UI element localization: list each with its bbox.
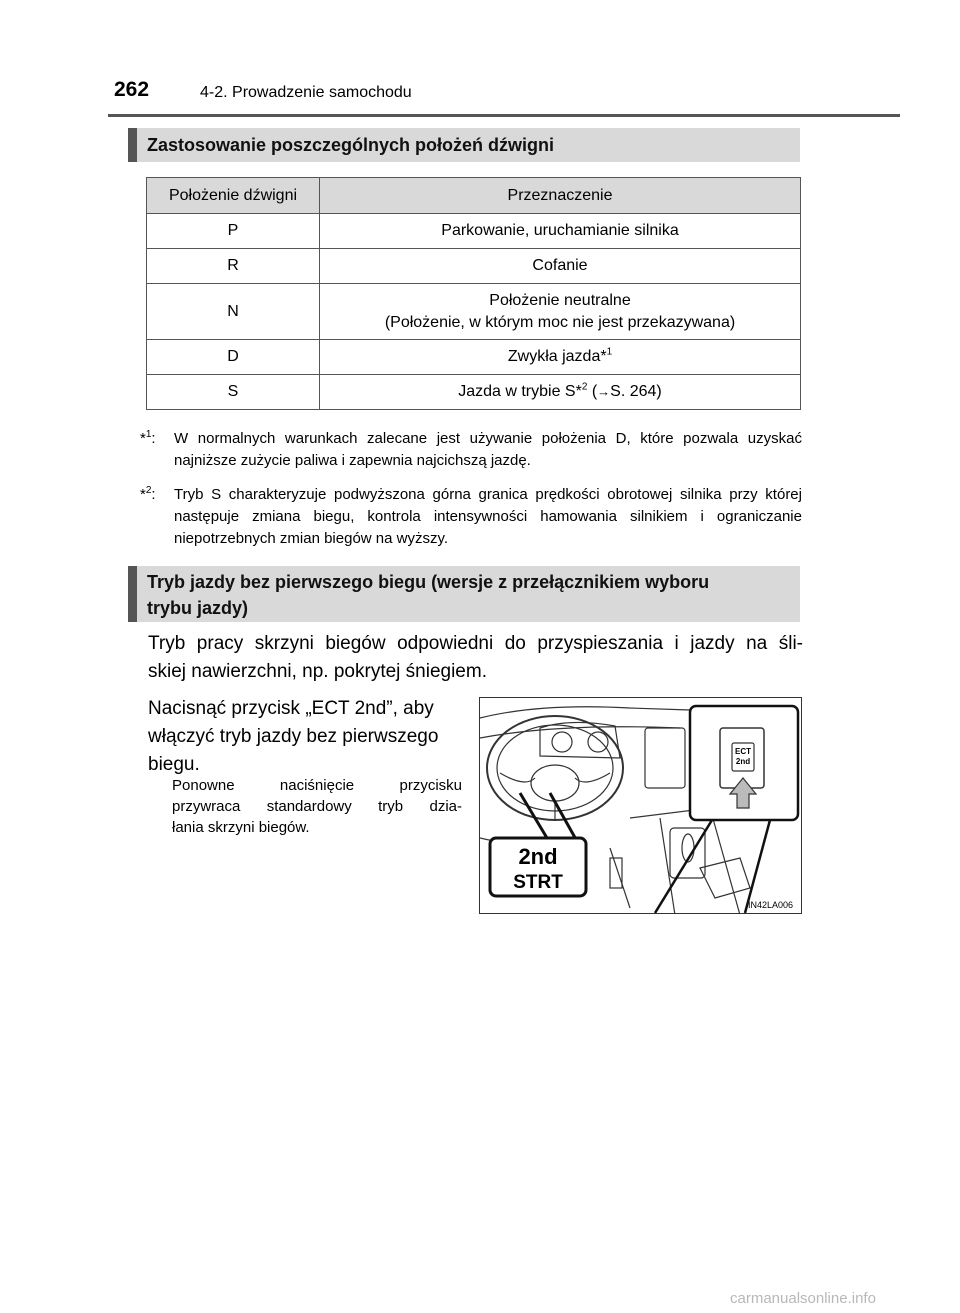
section-title-second-gear-mode: [128, 566, 800, 622]
table-row: [147, 375, 801, 410]
purpose-cell: [320, 340, 801, 375]
column-header-purpose: Przeznaczenie: [320, 178, 801, 214]
watermark: carmanualsonline.info: [730, 1290, 876, 1307]
footnote-mark: *: [140, 430, 146, 447]
ect-button-label-2: 2nd: [735, 757, 751, 766]
footnote-mark: *: [140, 486, 146, 503]
page-number: 262: [114, 78, 150, 101]
ect-button-label: ECT: [735, 747, 751, 756]
position-cell: P: [147, 214, 320, 249]
footnote-number: 2: [145, 485, 152, 496]
footnote-2: [140, 484, 802, 550]
table-row: [147, 284, 801, 340]
table-header-row: [147, 178, 801, 214]
indicator-strt-text: STRT: [513, 872, 563, 893]
note-paragraph: [172, 775, 462, 838]
instruction-line: Nacisnąć przycisk „ECT 2nd”, aby: [148, 698, 434, 719]
page-ref-open: (: [587, 383, 598, 400]
purpose-cell: Cofanie: [320, 249, 801, 284]
footnote-colon: :: [151, 430, 156, 447]
page-reference-link[interactable]: S. 264): [610, 383, 662, 400]
table-row: [147, 249, 801, 284]
purpose-cell: Parkowanie, uruchamianie silnika: [320, 214, 801, 249]
position-cell: S: [147, 375, 320, 410]
footnote-text: W normalnych warunkach zalecane jest używanie położenia D, które pozwala uzyskać najniższe zużycie paliwa i zapewnia najcichszą jazdę.: [174, 430, 802, 469]
instruction-paragraph: [148, 695, 468, 779]
table-row: [147, 214, 801, 249]
footnote-1: [140, 428, 802, 472]
note-line: łania skrzyni biegów.: [172, 819, 310, 836]
footnote-ref: 2: [581, 381, 588, 393]
position-cell: D: [147, 340, 320, 375]
purpose-text: Zwykła jazda*: [507, 348, 607, 365]
column-header-position: Położenie dźwigni: [147, 178, 320, 214]
instruction-line: włączyć tryb jazdy bez pierwszego: [148, 726, 439, 747]
purpose-line: Położenie neutralne: [489, 291, 631, 309]
footnote-colon: :: [151, 486, 156, 503]
section-title-line: Tryb jazdy bez pierwszego biegu (wersje z przełącznikiem wyboru: [147, 572, 710, 592]
dashboard-illustration: [479, 697, 802, 914]
header-divider: [108, 114, 900, 117]
purpose-cell: [320, 284, 801, 340]
intro-line: skiej nawierzchni, np. pokrytej śniegiem.: [148, 661, 487, 682]
table-row: [147, 340, 801, 375]
position-cell: R: [147, 249, 320, 284]
footnote-ref: 1: [606, 346, 613, 358]
indicator-2nd-text: 2nd: [518, 844, 558, 869]
section-title-lever-positions: Zastosowanie poszczególnych położeń dźwigni: [128, 128, 800, 162]
position-cell: N: [147, 284, 320, 340]
section-title-line: trybu jazdy): [147, 598, 249, 618]
chapter-title: 4-2. Prowadzenie samochodu: [200, 84, 412, 101]
purpose-cell: [320, 375, 801, 410]
footnote-number: 1: [145, 429, 152, 440]
figure-code: IN42LA006: [747, 900, 793, 910]
note-line: przywraca standardowy tryb dzia-: [172, 798, 462, 815]
arrow-right-icon: →: [597, 384, 611, 399]
purpose-line-detail: (Położenie, w którym moc nie jest przekazywana): [384, 313, 736, 331]
purpose-text: Jazda w trybie S*: [458, 383, 582, 400]
dashboard-drawing: [480, 698, 802, 914]
note-line: Ponowne naciśnięcie przycisku: [172, 777, 462, 794]
footnote-text: Tryb S charakteryzuje podwyższona górna granica prędkości obrotowej silnika przy której następuje zmiana biegu, kontrola intensywności hamowania silnikiem i ograniczanie niepotrzebnych zmian biegów na wyższy.: [174, 486, 802, 547]
lever-positions-table: [146, 177, 801, 410]
instruction-line: biegu.: [148, 754, 200, 775]
intro-line: Tryb pracy skrzyni biegów odpowiedni do przyspieszania i jazdy na śli-: [148, 633, 803, 654]
intro-paragraph: [148, 630, 803, 686]
